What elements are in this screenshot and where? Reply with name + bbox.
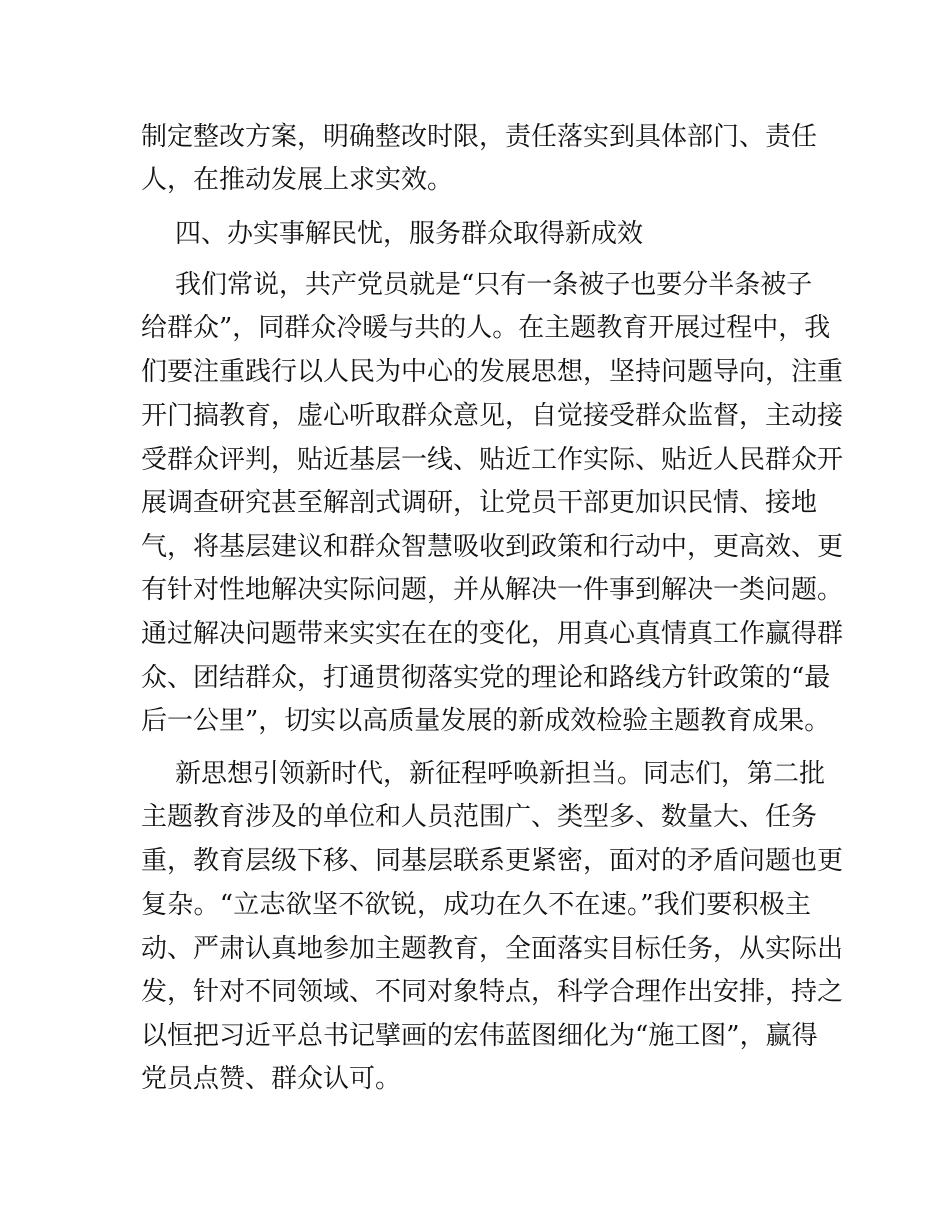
body-text-line: 受群众评判，贴近基层一线、贴近工作实际、贴近人民群众开: [141, 445, 844, 475]
body-text-line: 给群众”，同群众冷暖与共的人。在主题教育开展过程中，我: [141, 313, 831, 343]
body-text-line: 展调查研究甚至解剖式调研，让党员干部更加识民情、接地: [141, 488, 818, 518]
body-text-line: 众、团结群众，打通贯彻落实党的理论和路线方针政策的“最: [141, 663, 831, 693]
body-text-line: 制定整改方案，明确整改时限，责任落实到具体部门、责任: [141, 122, 818, 152]
body-text-line: 主题教育涉及的单位和人员范围广、类型多、数量大、任务: [141, 802, 818, 832]
body-text-line: 开门搞教育，虚心听取群众意见，自觉接受群众监督，主动接: [141, 401, 844, 431]
body-text-line: 动、严肃认真地参加主题教育，全面落实目标任务，从实际出: [141, 934, 844, 964]
body-text-line: 们要注重践行以人民为中心的发展思想，坚持问题导向，注重: [141, 357, 844, 387]
body-text-line: 人，在推动发展上求实效。: [141, 165, 454, 195]
body-text-line: 党员点赞、群众认可。: [141, 1064, 402, 1094]
body-text-line: 我们常说，共产党员就是“只有一条被子也要分半条被子: [175, 270, 813, 300]
body-text-line: 重，教育层级下移、同基层联系更紧密，面对的矛盾问题也更: [141, 846, 844, 876]
body-text-line: 发，针对不同领域、不同对象特点，科学合理作出安排，持之: [141, 977, 844, 1007]
body-text-line: 后一公里”，切实以高质量发展的新成效检验主题教育成果。: [141, 706, 831, 736]
body-text-line: 复杂。“立志欲坚不欲锐，成功在久不在速。”我们要积极主: [141, 890, 811, 920]
body-text-line: 以恒把习近平总书记擘画的宏伟蓝图细化为“施工图”，赢得: [141, 1021, 818, 1051]
section-heading: 四、办实事解民忧，服务群众取得新成效: [175, 219, 644, 249]
body-text-line: 有针对性地解决实际问题，并从解决一件事到解决一类问题。: [141, 575, 844, 605]
body-text-line: 通过解决问题带来实实在在的变化，用真心真情真工作赢得群: [141, 619, 844, 649]
body-text-line: 新思想引领新时代，新征程呼唤新担当。同志们，第二批: [175, 759, 826, 789]
body-text-line: 气，将基层建议和群众智慧吸收到政策和行动中，更高效、更: [141, 532, 844, 562]
